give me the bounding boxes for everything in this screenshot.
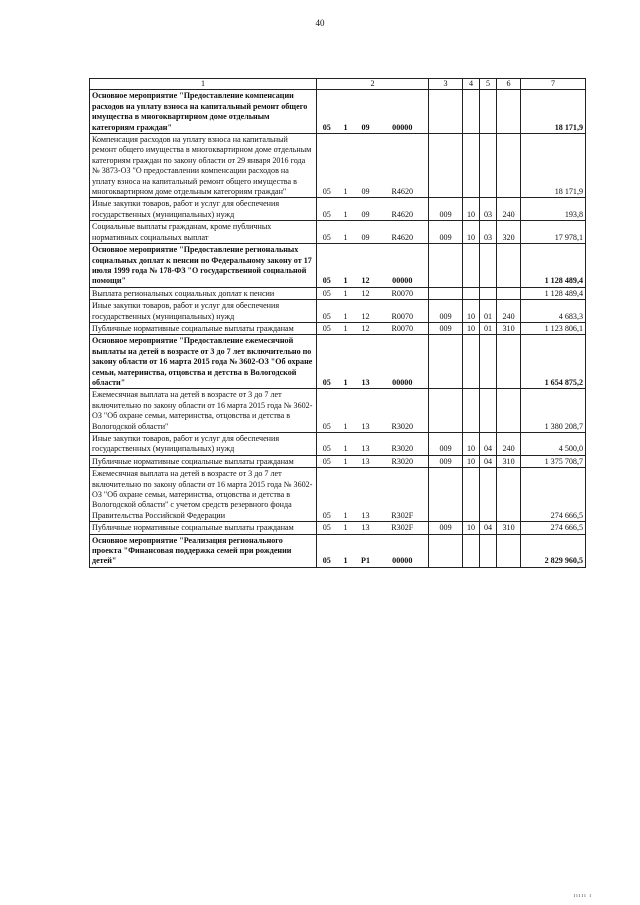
ministry-code: [429, 468, 463, 522]
ministry-code: 009: [429, 433, 463, 456]
amount-cell: 2 829 960,5: [521, 534, 586, 567]
direction-code: R0070: [377, 287, 429, 299]
activity-code: 13: [355, 522, 377, 534]
amount-cell: 274 666,5: [521, 522, 586, 534]
expense-type-code: 310: [497, 322, 521, 334]
subprogram-code: 1: [337, 287, 355, 299]
subsection-code: [480, 134, 497, 198]
section-code: [463, 335, 480, 389]
amount-cell: 1 375 708,7: [521, 455, 586, 467]
subprogram-code: 1: [337, 300, 355, 323]
table-row: [90, 300, 586, 323]
activity-code: 12: [355, 244, 377, 288]
subsection-code: [480, 287, 497, 299]
subprogram-code: 1: [337, 221, 355, 244]
direction-code: R3020: [377, 433, 429, 456]
amount-cell: 274 666,5: [521, 468, 586, 522]
row-description: Публичные нормативные социальные выплаты гражданам: [90, 455, 317, 467]
section-code: [463, 90, 480, 134]
program-code: 05: [317, 244, 337, 288]
ministry-code: 009: [429, 522, 463, 534]
direction-code: R302F: [377, 522, 429, 534]
amount-cell: 1 128 489,4: [521, 244, 586, 288]
subprogram-code: 1: [337, 522, 355, 534]
activity-code: 12: [355, 287, 377, 299]
row-description: Основное мероприятие "Реализация регионального проекта "Финансовая поддержка семей при рождении детей": [90, 534, 317, 567]
page-number: 40: [315, 18, 325, 28]
activity-code: 09: [355, 90, 377, 134]
subprogram-code: 1: [337, 90, 355, 134]
program-code: 05: [317, 455, 337, 467]
section-code: [463, 468, 480, 522]
table-row: [90, 522, 586, 534]
ministry-code: [429, 287, 463, 299]
expense-type-code: 310: [497, 522, 521, 534]
subprogram-code: 1: [337, 134, 355, 198]
activity-code: 13: [355, 335, 377, 389]
section-code: [463, 389, 480, 433]
activity-code: 13: [355, 389, 377, 433]
subprogram-code: 1: [337, 433, 355, 456]
direction-code: R0070: [377, 322, 429, 334]
section-code: 10: [463, 300, 480, 323]
table-row: [90, 322, 586, 334]
activity-code: 13: [355, 455, 377, 467]
program-code: 05: [317, 335, 337, 389]
ministry-code: 009: [429, 455, 463, 467]
direction-code: 00000: [377, 534, 429, 567]
table-row: [90, 468, 586, 522]
ministry-code: 009: [429, 221, 463, 244]
direction-code: 00000: [377, 244, 429, 288]
ministry-code: [429, 389, 463, 433]
row-description: Выплата региональных социальных доплат к пенсии: [90, 287, 317, 299]
row-description: Компенсация расходов на уплату взноса на капитальный ремонт общего имущества в многоквартирном доме отдельным категориям граждан по закону области от 29 января 2016 года № 3873-ОЗ "О предоставлении компенсации расходов на уплату взноса на капитальный ремонт общего имущества в многоквартирном доме отдельным категориям граждан": [90, 134, 317, 198]
amount-cell: 4 500,0: [521, 433, 586, 456]
table-row: [90, 244, 586, 288]
row-description: Ежемесячная выплата на детей в возрасте от 3 до 7 лет включительно по закону области от 16 марта 2015 года № 3602-ОЗ "Об охране семьи, материнства, отцовства и детства в Вологодской области" с учетом средств резервного фонда Правительства Российской Федерации: [90, 468, 317, 522]
table-row: [90, 134, 586, 198]
subsection-code: [480, 389, 497, 433]
row-description: Социальные выплаты гражданам, кроме публичных нормативных социальных выплат: [90, 221, 317, 244]
subsection-code: 04: [480, 455, 497, 467]
footer-mark: ııııı ı: [573, 893, 592, 899]
expense-type-code: [497, 244, 521, 288]
activity-code: 13: [355, 433, 377, 456]
row-description: Иные закупки товаров, работ и услуг для обеспечения государственных (муниципальных) нужд: [90, 433, 317, 456]
program-code: 05: [317, 322, 337, 334]
direction-code: R4620: [377, 198, 429, 221]
subsection-code: [480, 244, 497, 288]
amount-cell: 1 654 875,2: [521, 335, 586, 389]
ministry-code: 009: [429, 322, 463, 334]
expense-type-code: [497, 468, 521, 522]
program-code: 05: [317, 468, 337, 522]
ministry-code: 009: [429, 300, 463, 323]
table-row: [90, 433, 586, 456]
direction-code: R0070: [377, 300, 429, 323]
expense-type-code: 320: [497, 221, 521, 244]
amount-cell: 1 380 208,7: [521, 389, 586, 433]
expense-type-code: [497, 335, 521, 389]
subsection-code: [480, 90, 497, 134]
ministry-code: [429, 134, 463, 198]
section-code: 10: [463, 198, 480, 221]
ministry-code: [429, 90, 463, 134]
section-code: 10: [463, 522, 480, 534]
expense-type-code: 310: [497, 455, 521, 467]
program-code: 05: [317, 300, 337, 323]
activity-code: 12: [355, 300, 377, 323]
amount-cell: 1 123 806,1: [521, 322, 586, 334]
row-description: Иные закупки товаров, работ и услуг для обеспечения государственных (муниципальных) нужд: [90, 300, 317, 323]
direction-code: R4620: [377, 134, 429, 198]
direction-code: R3020: [377, 389, 429, 433]
row-description: Публичные нормативные социальные выплаты гражданам: [90, 522, 317, 534]
program-code: 05: [317, 522, 337, 534]
expense-type-code: 240: [497, 198, 521, 221]
subsection-code: 04: [480, 522, 497, 534]
header-cell-4: 4: [463, 79, 480, 90]
table-row: [90, 455, 586, 467]
section-code: [463, 244, 480, 288]
header-cell-3: 3: [429, 79, 463, 90]
amount-cell: 18 171,9: [521, 134, 586, 198]
section-code: 10: [463, 322, 480, 334]
direction-code: R302F: [377, 468, 429, 522]
section-code: [463, 287, 480, 299]
table-row: [90, 90, 586, 134]
subprogram-code: 1: [337, 244, 355, 288]
section-code: [463, 534, 480, 567]
amount-cell: 193,8: [521, 198, 586, 221]
subprogram-code: 1: [337, 389, 355, 433]
section-code: 10: [463, 221, 480, 244]
header-cell-2: 2: [317, 79, 429, 90]
subsection-code: [480, 534, 497, 567]
amount-cell: 17 978,1: [521, 221, 586, 244]
row-description: Основное мероприятие "Предоставление ежемесячной выплаты на детей в возрасте от 3 до 7 лет включительно по закону области от 16 марта 2015 года № 3602-ОЗ "Об охране семьи, материнства, отцовства и детства в Вологодской области": [90, 335, 317, 389]
direction-code: 00000: [377, 335, 429, 389]
subprogram-code: 1: [337, 322, 355, 334]
subprogram-code: 1: [337, 335, 355, 389]
activity-code: 09: [355, 198, 377, 221]
program-code: 05: [317, 198, 337, 221]
section-code: 10: [463, 433, 480, 456]
subprogram-code: 1: [337, 468, 355, 522]
ministry-code: [429, 244, 463, 288]
expense-type-code: [497, 90, 521, 134]
table-row: [90, 221, 586, 244]
expense-type-code: [497, 134, 521, 198]
program-code: 05: [317, 134, 337, 198]
activity-code: 13: [355, 468, 377, 522]
subsection-code: 01: [480, 300, 497, 323]
subprogram-code: 1: [337, 198, 355, 221]
subsection-code: 03: [480, 221, 497, 244]
direction-code: R4620: [377, 221, 429, 244]
budget-table: [89, 78, 586, 568]
table-row: [90, 198, 586, 221]
header-cell-6: 6: [497, 79, 521, 90]
subprogram-code: 1: [337, 455, 355, 467]
activity-code: 09: [355, 221, 377, 244]
subprogram-code: 1: [337, 534, 355, 567]
expense-type-code: 240: [497, 433, 521, 456]
row-description: Публичные нормативные социальные выплаты гражданам: [90, 322, 317, 334]
table-row: [90, 389, 586, 433]
expense-type-code: 240: [497, 300, 521, 323]
program-code: 05: [317, 433, 337, 456]
subsection-code: [480, 335, 497, 389]
header-cell-1: 1: [90, 79, 317, 90]
row-description: Основное мероприятие "Предоставление компенсации расходов на уплату взноса на капитальный ремонт общего имущества в многоквартирном доме отдельным категориям граждан": [90, 90, 317, 134]
ministry-code: [429, 534, 463, 567]
program-code: 05: [317, 90, 337, 134]
program-code: 05: [317, 221, 337, 244]
row-description: Иные закупки товаров, работ и услуг для обеспечения государственных (муниципальных) нужд: [90, 198, 317, 221]
direction-code: 00000: [377, 90, 429, 134]
activity-code: P1: [355, 534, 377, 567]
subsection-code: [480, 468, 497, 522]
ministry-code: [429, 335, 463, 389]
header-row: [90, 79, 586, 90]
program-code: 05: [317, 389, 337, 433]
header-cell-7: 7: [521, 79, 586, 90]
row-description: Основное мероприятие "Предоставление региональных социальных доплат к пенсии по Федеральному закону от 17 июля 1999 года № 178-ФЗ "О государственной социальной помощи": [90, 244, 317, 288]
direction-code: R3020: [377, 455, 429, 467]
subsection-code: 04: [480, 433, 497, 456]
ministry-code: 009: [429, 198, 463, 221]
program-code: 05: [317, 287, 337, 299]
expense-type-code: [497, 389, 521, 433]
expense-type-code: [497, 534, 521, 567]
row-description: Ежемесячная выплата на детей в возрасте от 3 до 7 лет включительно по закону области от 16 марта 2015 года № 3602-ОЗ "Об охране семьи, материнства, отцовства и детства в Вологодской области": [90, 389, 317, 433]
activity-code: 09: [355, 134, 377, 198]
table-row: [90, 287, 586, 299]
subsection-code: 01: [480, 322, 497, 334]
amount-cell: 18 171,9: [521, 90, 586, 134]
subsection-code: 03: [480, 198, 497, 221]
header-cell-5: 5: [480, 79, 497, 90]
amount-cell: 4 683,3: [521, 300, 586, 323]
table-row: [90, 534, 586, 567]
activity-code: 12: [355, 322, 377, 334]
program-code: 05: [317, 534, 337, 567]
section-code: [463, 134, 480, 198]
amount-cell: 1 128 489,4: [521, 287, 586, 299]
section-code: 10: [463, 455, 480, 467]
table-row: [90, 335, 586, 389]
expense-type-code: [497, 287, 521, 299]
